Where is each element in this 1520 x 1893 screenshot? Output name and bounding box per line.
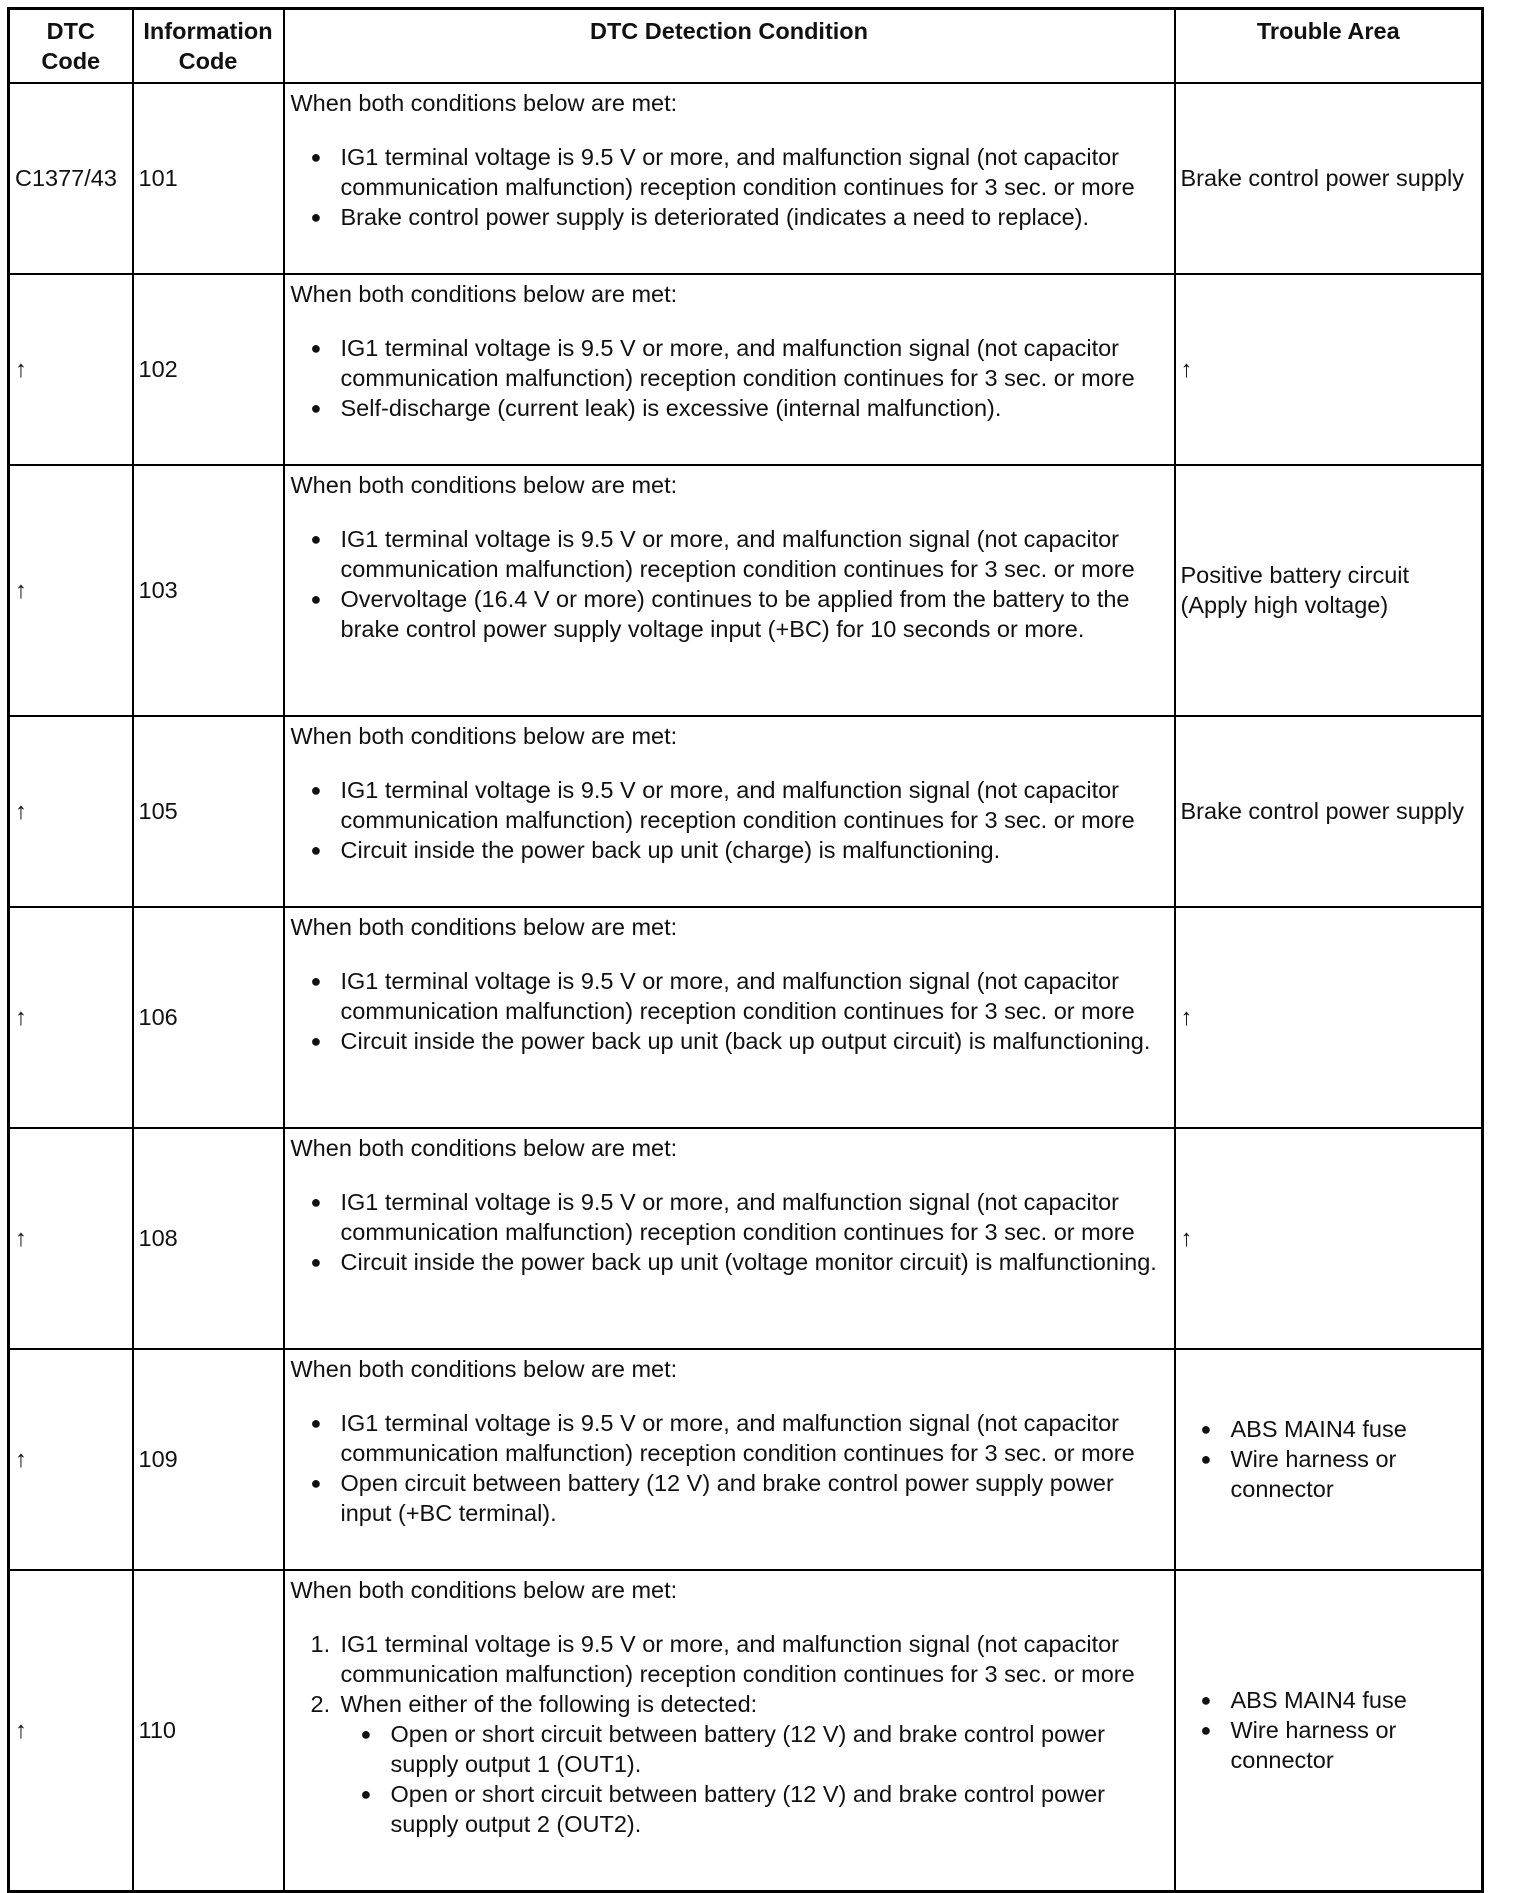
header-row — [9, 9, 1483, 83]
trouble-area-cell: ↑ — [1175, 274, 1483, 465]
condition-item: ● Brake control power supply is deteriorated (indicates a need to replace). — [291, 202, 1168, 232]
table-row — [9, 465, 1483, 716]
condition-list — [291, 1408, 1168, 1528]
dtc-table — [7, 7, 1484, 1893]
condition-lead: When both conditions below are met: — [290, 1134, 678, 1161]
condition-item: ● Circuit inside the power back up unit (voltage monitor circuit) is malfunctioning. — [291, 1247, 1168, 1277]
condition-list — [291, 333, 1168, 423]
trouble-list — [1181, 1414, 1476, 1504]
table-row — [9, 1349, 1483, 1570]
item-text: IG1 terminal voltage is 9.5 V or more, and malfunction signal (not capacitor communication malfunction) reception condition continues for 3 sec. or more — [340, 1630, 1135, 1687]
info-code-cell: 106 — [133, 907, 284, 1128]
condition-cell — [284, 465, 1175, 716]
condition-lead: When both conditions below are met: — [290, 1355, 678, 1382]
condition-cell — [284, 1128, 1175, 1349]
sub-condition-item: ● Open or short circuit between battery (12 V) and brake control power supply output 2 (OUT2). — [341, 1779, 1168, 1839]
trouble-area-cell: Brake control power supply — [1175, 83, 1483, 274]
header-dtc-code — [9, 9, 133, 83]
info-code-cell: 109 — [133, 1349, 284, 1570]
condition-item: ● IG1 terminal voltage is 9.5 V or more, and malfunction signal (not capacitor communication malfunction) reception condition continues for 3 sec. or more — [291, 333, 1168, 393]
condition-item: ● Self-discharge (current leak) is excessive (internal malfunction). — [291, 393, 1168, 423]
condition-list — [291, 775, 1168, 865]
dtc-code-cell: ↑ — [9, 274, 133, 465]
trouble-area-cell: Brake control power supply — [1175, 716, 1483, 907]
condition-numbered-item — [291, 1629, 1168, 1689]
header-information-code — [133, 9, 284, 83]
condition-item: ● IG1 terminal voltage is 9.5 V or more, and malfunction signal (not capacitor communication malfunction) reception condition continues for 3 sec. or more — [291, 524, 1168, 584]
item-number: 2. — [310, 1690, 331, 1717]
condition-cell — [284, 716, 1175, 907]
table-row — [9, 907, 1483, 1128]
condition-numbered-item — [291, 1689, 1168, 1839]
dtc-code-cell: C1377/43 — [9, 83, 133, 274]
condition-item: ● IG1 terminal voltage is 9.5 V or more, and malfunction signal (not capacitor communication malfunction) reception condition continues for 3 sec. or more — [291, 1408, 1168, 1468]
sub-condition-list — [341, 1719, 1168, 1839]
condition-item: ● IG1 terminal voltage is 9.5 V or more, and malfunction signal (not capacitor communication malfunction) reception condition continues for 3 sec. or more — [291, 1187, 1168, 1247]
header-info-line2: Code — [178, 48, 238, 74]
dtc-code-cell: ↑ — [9, 907, 133, 1128]
condition-cell — [284, 907, 1175, 1128]
header-detection-condition: DTC Detection Condition — [284, 9, 1175, 83]
condition-lead: When both conditions below are met: — [290, 471, 678, 498]
trouble-area-cell: Positive battery circuit (Apply high voltage) — [1175, 465, 1483, 716]
dtc-code-cell: ↑ — [9, 716, 133, 907]
condition-cell — [284, 1349, 1175, 1570]
condition-list — [291, 142, 1168, 232]
trouble-area-cell: ↑ — [1175, 1128, 1483, 1349]
condition-lead: When both conditions below are met: — [290, 722, 678, 749]
table-row — [9, 83, 1483, 274]
header-dtc-line2: Code — [41, 48, 101, 74]
condition-cell — [284, 1570, 1175, 1892]
condition-item: ● IG1 terminal voltage is 9.5 V or more, and malfunction signal (not capacitor communication malfunction) reception condition continues for 3 sec. or more — [291, 775, 1168, 835]
condition-lead: When both conditions below are met: — [290, 280, 678, 307]
header-dtc-line1: DTC — [46, 18, 95, 44]
condition-item: ● Overvoltage (16.4 V or more) continues to be applied from the battery to the brake control power supply voltage input (+BC) for 10 seconds or more. — [291, 584, 1168, 644]
condition-numbered-list — [291, 1629, 1168, 1839]
info-code-cell: 110 — [133, 1570, 284, 1892]
dtc-code-cell: ↑ — [9, 1349, 133, 1570]
trouble-item: ● Wire harness or connector — [1181, 1715, 1476, 1775]
trouble-area-cell — [1175, 1349, 1483, 1570]
info-code-cell: 108 — [133, 1128, 284, 1349]
trouble-list — [1181, 1685, 1476, 1775]
dtc-code-cell: ↑ — [9, 1128, 133, 1349]
condition-item: ● Circuit inside the power back up unit (back up output circuit) is malfunctioning. — [291, 1026, 1168, 1056]
condition-item: ● Open circuit between battery (12 V) and brake control power supply power input (+BC terminal). — [291, 1468, 1168, 1528]
trouble-area-cell: ↑ — [1175, 907, 1483, 1128]
condition-lead: When both conditions below are met: — [290, 913, 678, 940]
table-row — [9, 716, 1483, 907]
condition-cell — [284, 83, 1175, 274]
info-code-cell: 103 — [133, 465, 284, 716]
trouble-item: ● Wire harness or connector — [1181, 1444, 1476, 1504]
item-number: 1. — [310, 1630, 331, 1657]
condition-item: ● IG1 terminal voltage is 9.5 V or more, and malfunction signal (not capacitor communication malfunction) reception condition continues for 3 sec. or more — [291, 142, 1168, 202]
table-row — [9, 1570, 1483, 1892]
condition-list — [291, 1187, 1168, 1277]
dtc-code-cell: ↑ — [9, 465, 133, 716]
info-code-cell: 102 — [133, 274, 284, 465]
item-text: When either of the following is detected: — [340, 1690, 758, 1717]
trouble-item: ● ABS MAIN4 fuse — [1181, 1685, 1476, 1715]
condition-lead: When both conditions below are met: — [290, 1576, 678, 1603]
condition-cell — [284, 274, 1175, 465]
info-code-cell: 101 — [133, 83, 284, 274]
table-row — [9, 274, 1483, 465]
sub-condition-item: ● Open or short circuit between battery (12 V) and brake control power supply output 1 (OUT1). — [341, 1719, 1168, 1779]
condition-list — [291, 524, 1168, 644]
table-row — [9, 1128, 1483, 1349]
trouble-item: ● ABS MAIN4 fuse — [1181, 1414, 1476, 1444]
header-info-line1: Information — [143, 18, 273, 44]
condition-lead: When both conditions below are met: — [290, 89, 678, 116]
condition-item: ● IG1 terminal voltage is 9.5 V or more, and malfunction signal (not capacitor communication malfunction) reception condition continues for 3 sec. or more — [291, 966, 1168, 1026]
condition-list — [291, 966, 1168, 1056]
condition-item: ● Circuit inside the power back up unit (charge) is malfunctioning. — [291, 835, 1168, 865]
dtc-code-cell: ↑ — [9, 1570, 133, 1892]
info-code-cell: 105 — [133, 716, 284, 907]
header-trouble-area: Trouble Area — [1175, 9, 1483, 83]
trouble-area-cell — [1175, 1570, 1483, 1892]
